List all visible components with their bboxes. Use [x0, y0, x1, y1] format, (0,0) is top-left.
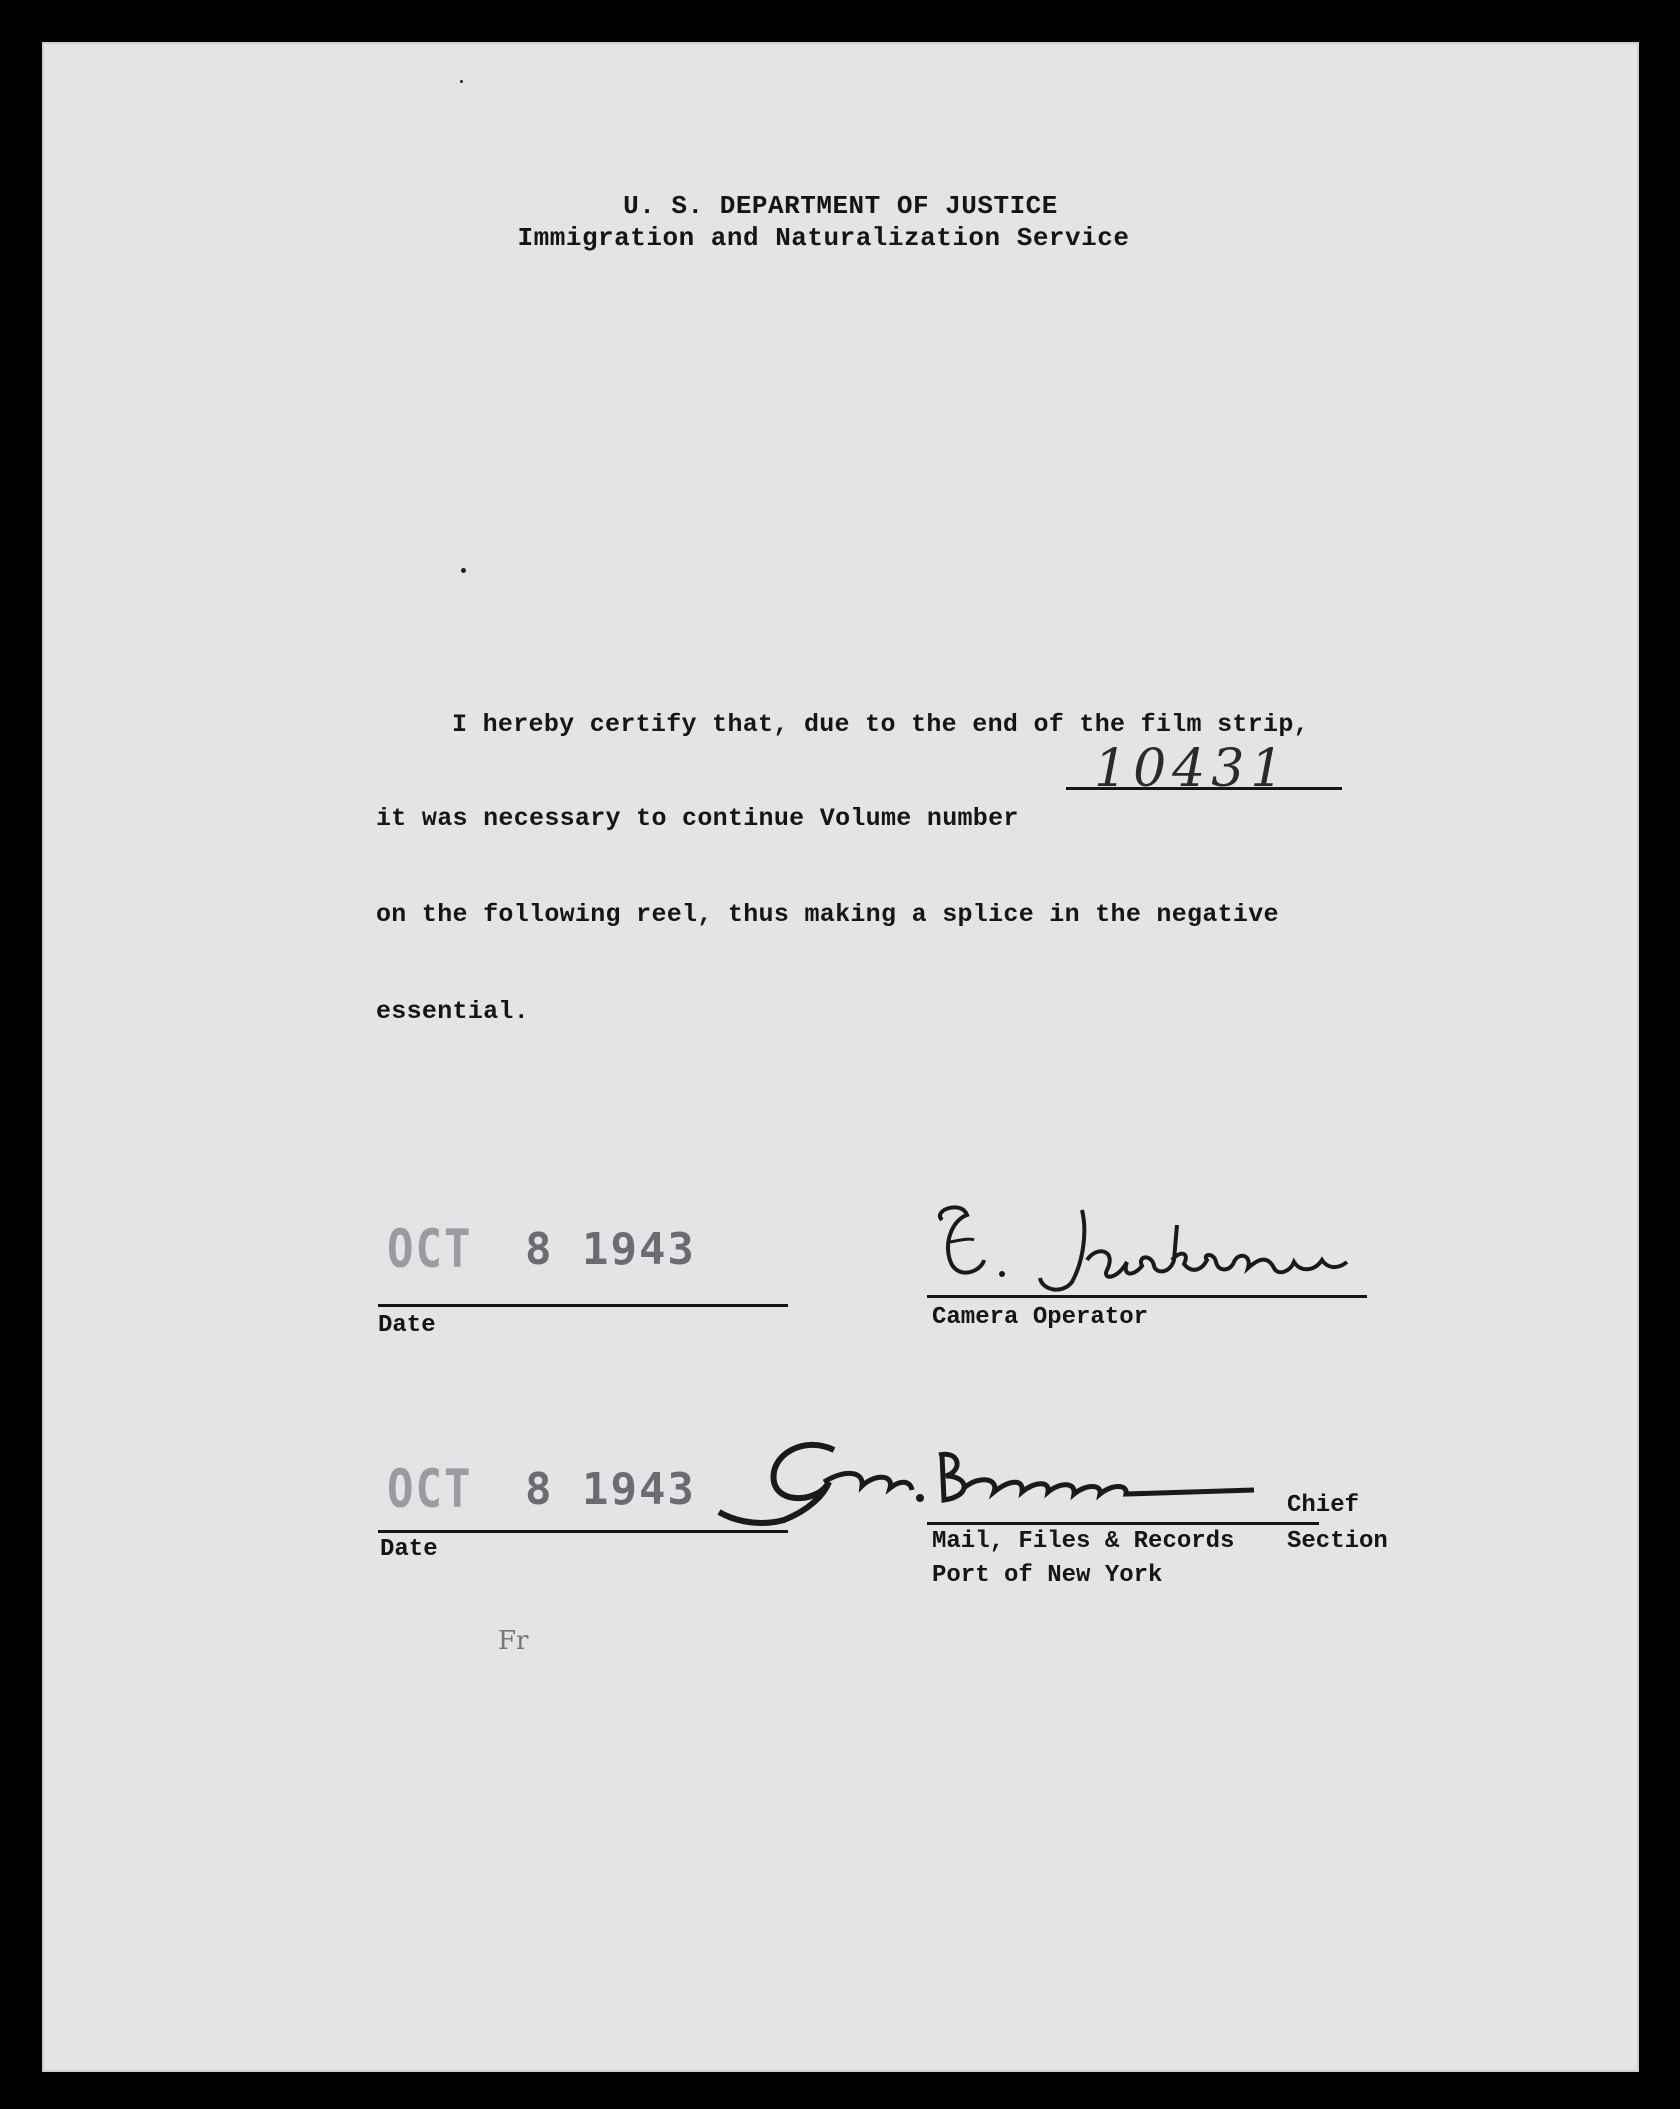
date-line-1 [378, 1304, 788, 1307]
chief-line [927, 1522, 1319, 1525]
title-port-of-new-york: Port of New York [932, 1562, 1163, 1589]
body-line-4: essential. [376, 997, 530, 1026]
date-stamp-2-month: OCT [387, 1458, 473, 1521]
title-mail-files-records: Mail, Files & Records [932, 1528, 1235, 1555]
date-label-1: Date [378, 1312, 436, 1339]
volume-number-underline [1066, 787, 1342, 790]
title-chief: Chief [1287, 1492, 1360, 1519]
date-stamp-1-month: OCT [387, 1218, 473, 1281]
body-line-3: on the following reel, thus making a splice in the negative [376, 900, 1279, 929]
body-line-1: I hereby certify that, due to the end of the film strip, [452, 710, 1309, 739]
camera-operator-label: Camera Operator [932, 1304, 1149, 1331]
date-stamp-2 [387, 1458, 696, 1521]
signature-chief [714, 1420, 1274, 1535]
camera-operator-line [927, 1295, 1367, 1298]
body-line-2: it was necessary to continue Volume number [376, 804, 1019, 833]
date-stamp-2-date: 8 1943 [524, 1464, 696, 1515]
volume-number: 10431 [1094, 739, 1290, 799]
document-page [42, 42, 1639, 2072]
margin-mark: Fr [498, 1626, 529, 1656]
document-header [42, 190, 1639, 254]
date-stamp-1 [387, 1218, 696, 1281]
title-section: Section [1287, 1528, 1388, 1555]
speck [460, 80, 463, 83]
header-service: Immigration and Naturalization Service [517, 223, 1130, 253]
speck [461, 568, 466, 573]
date-label-2: Date [380, 1536, 438, 1563]
date-stamp-1-date: 8 1943 [524, 1224, 696, 1275]
header-department: U. S. DEPARTMENT OF JUSTICE [623, 191, 1058, 221]
signature-camera-operator [922, 1190, 1362, 1305]
